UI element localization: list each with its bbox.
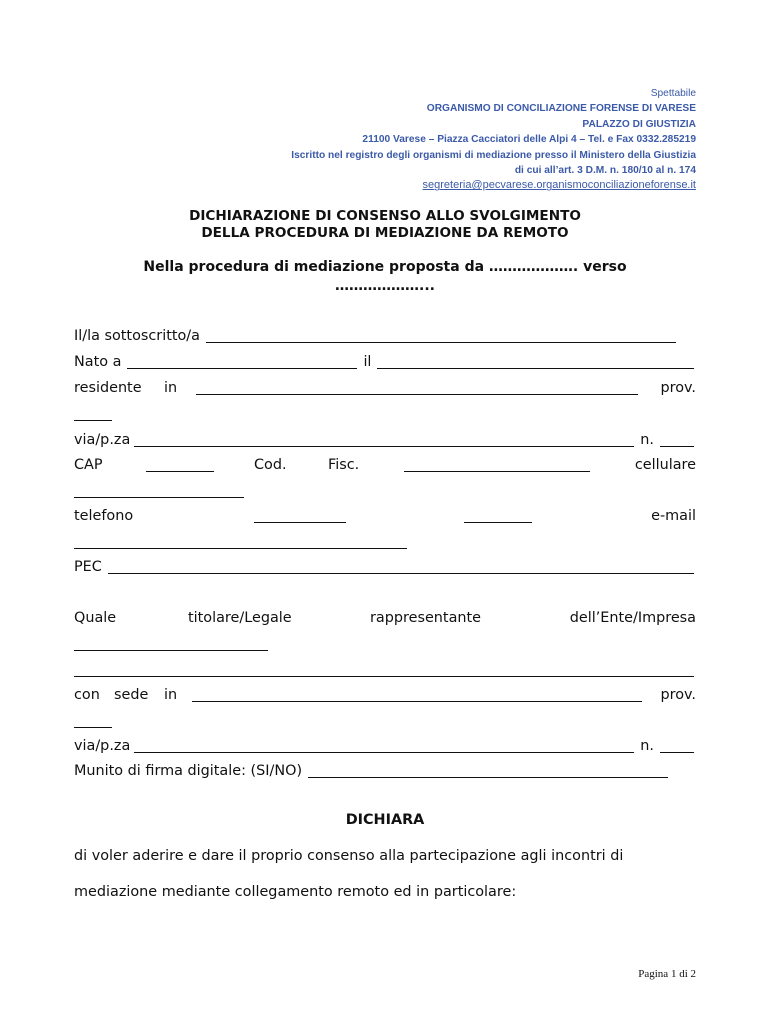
label-sede-in: in [164,687,178,703]
row-email-blank [74,532,696,552]
page-number: Pagina 1 di 2 [638,968,696,980]
label-cod: Cod. [254,457,287,473]
header-palazzo: PALAZZO DI GIUSTIZIA [582,118,696,130]
field-ente-2[interactable] [74,662,694,677]
label-cellulare: cellulare [634,457,696,473]
field-civico-2[interactable] [660,738,694,753]
subtitle-line-1: Nella procedura di mediazione proposta da ………………. verso [143,259,627,275]
row-quale [74,608,696,628]
document-title [74,208,696,242]
recipient-header [176,86,696,194]
row-telefono [74,506,696,526]
label-via: via/p.za [74,432,131,448]
header-decree: di cui all’art. 3 D.M. n. 180/10 al n. 174 [514,165,696,177]
field-ente[interactable] [74,636,268,651]
row-ente-blank [74,634,696,654]
row-prov2-blank [74,711,696,731]
header-registry: Iscritto nel registro degli organismi di mediazione presso il Ministero della Giustizia [291,149,696,161]
field-prov[interactable] [74,406,112,421]
field-sottoscritto[interactable] [206,328,676,343]
row-via-2 [74,736,696,756]
field-cap[interactable] [146,457,214,472]
row-sottoscritto [74,326,696,346]
label-quale: Quale [74,610,117,626]
row-cellulare-blank [74,481,696,501]
label-email: e-mail [651,508,696,524]
label-con: con [74,687,100,703]
row-ente-blank-2 [74,660,696,680]
label-rappresentante: rappresentante [370,610,482,626]
row-prov-blank [74,404,696,424]
header-email-link[interactable]: segreteria@pecvarese.organismoconciliazioneforense.it [422,179,696,192]
field-cellulare[interactable] [74,483,244,498]
title-line-2: DELLA PROCEDURA DI MEDIAZIONE DA REMOTO [201,225,569,241]
row-nato [74,352,696,372]
body-line-1: di voler aderire e dare il proprio consenso alla partecipazione agli incontri di [74,848,624,864]
header-spettabile: Spettabile [650,88,696,99]
subtitle-line-2: ………………... [335,278,435,294]
row-pec [74,557,696,577]
row-sede [74,685,696,705]
field-prov-2[interactable] [74,713,112,728]
label-telefono: telefono [74,508,134,524]
row-residente [74,378,696,398]
field-telefono[interactable] [254,508,346,523]
label-titolare: titolare/Legale [188,610,292,626]
field-codice-fiscale[interactable] [404,457,590,472]
label-fisc: Fisc. [328,457,360,473]
field-firma-digitale[interactable] [308,763,668,778]
label-civico: n. [640,432,654,448]
label-ente-impresa: dell’Ente/Impresa [569,610,696,626]
label-nato-a: Nato a [74,354,122,370]
label-il: il [363,354,372,370]
row-cap [74,455,696,475]
field-residenza[interactable] [196,380,638,395]
field-via-2[interactable] [134,738,634,753]
label-sede: sede [114,687,149,703]
header-address: 21100 Varese – Piazza Cacciatori delle Alpi 4 – Tel. e Fax 0332.285219 [362,134,696,146]
procedure-subtitle [74,258,696,296]
title-line-1: DICHIARAZIONE DI CONSENSO ALLO SVOLGIMENTO [189,208,581,224]
label-prov-2: prov. [660,687,696,703]
field-data-nascita[interactable] [377,354,694,369]
field-telefono-2[interactable] [464,508,532,523]
label-prov: prov. [660,380,696,396]
label-firma-digitale: Munito di firma digitale: (SI/NO) [74,763,303,779]
label-residente: residente [74,380,142,396]
field-pec[interactable] [108,559,694,574]
label-civico-2: n. [640,738,654,754]
label-via-2: via/p.za [74,738,131,754]
field-sede[interactable] [192,687,642,702]
field-email[interactable] [74,534,407,549]
label-sottoscritto: Il/la sottoscritto/a [74,328,200,344]
label-pec: PEC [74,559,102,575]
field-via[interactable] [134,432,634,447]
label-in: in [164,380,178,396]
header-organization: ORGANISMO DI CONCILIAZIONE FORENSE DI VARESE [426,103,696,115]
field-civico[interactable] [660,432,694,447]
field-luogo-nascita[interactable] [127,354,357,369]
label-cap: CAP [74,457,103,473]
dichiara-heading: DICHIARA [345,812,425,828]
row-via [74,430,696,450]
row-firma [74,761,696,781]
body-line-2: mediazione mediante collegamento remoto ed in particolare: [74,884,517,900]
